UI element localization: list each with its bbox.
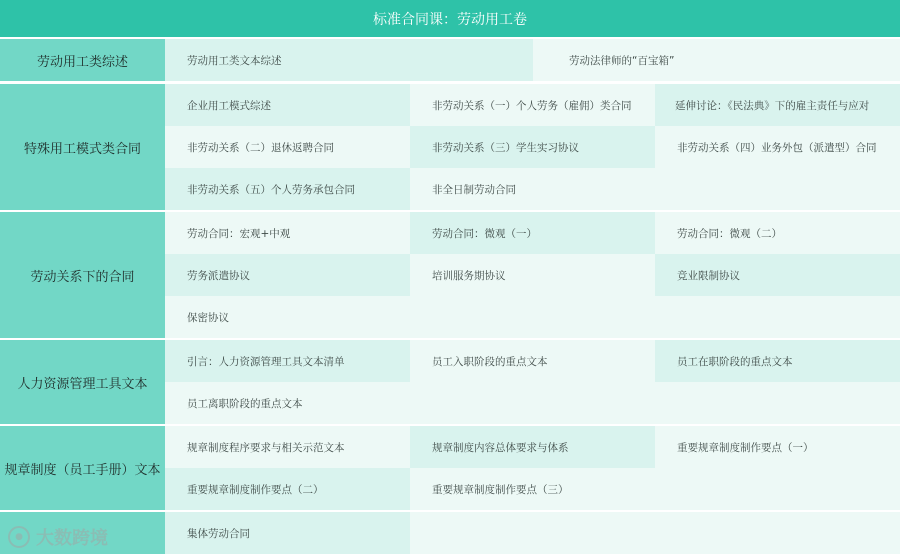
section-overview <box>0 39 900 81</box>
section-rules-handbook <box>0 426 900 510</box>
list-item[interactable]: 劳务派遣协议 <box>165 254 410 296</box>
list-item[interactable]: 重要规章制度制作要点（三） <box>410 468 655 510</box>
category-label: 规章制度（员工手册）文本 <box>0 426 165 510</box>
section-labor-contracts <box>0 212 900 338</box>
list-item[interactable]: 员工在职阶段的重点文本 <box>655 340 900 382</box>
list-item[interactable]: 保密协议 <box>165 296 410 338</box>
list-item[interactable]: 重要规章制度制作要点（二） <box>165 468 410 510</box>
list-item[interactable]: 规章制度程序要求与相关示范文本 <box>165 426 410 468</box>
empty-cell <box>655 468 900 510</box>
category-label: 劳动用工类综述 <box>0 39 165 81</box>
empty-cell <box>410 382 900 424</box>
list-item[interactable]: 企业用工模式综述 <box>165 84 410 126</box>
empty-cell <box>410 296 900 338</box>
category-label: 特殊用工模式类合同 <box>0 84 165 210</box>
list-item[interactable]: 培训服务期协议 <box>410 254 655 296</box>
section-special-employment <box>0 84 900 210</box>
list-item[interactable]: 劳动合同：宏观+中观 <box>165 212 410 254</box>
list-item[interactable]: 延伸讨论：《民法典》下的雇主责任与应对 <box>655 84 900 126</box>
list-item[interactable]: 集体劳动合同 <box>165 512 410 554</box>
empty-cell <box>655 168 900 210</box>
list-item[interactable]: 劳动用工类文本综述 <box>165 39 533 81</box>
watermark-text: 大数跨境 <box>36 528 108 549</box>
list-item[interactable]: 员工离职阶段的重点文本 <box>165 382 410 424</box>
empty-cell <box>410 512 900 554</box>
watermark <box>8 524 108 550</box>
section-hr-tools <box>0 340 900 424</box>
list-item[interactable]: 劳动法律师的“百宝箱” <box>533 39 900 81</box>
list-item[interactable]: 非劳动关系（四）业务外包（派遣型）合同 <box>655 126 900 168</box>
list-item[interactable]: 非劳动关系（五）个人劳务承包合同 <box>165 168 410 210</box>
list-item[interactable]: 引言：人力资源管理工具文本清单 <box>165 340 410 382</box>
watermark-logo-icon: ● <box>8 526 30 548</box>
list-item[interactable]: 非全日制劳动合同 <box>410 168 655 210</box>
page-title: 标准合同课：劳动用工卷 <box>0 0 900 37</box>
list-item[interactable]: 劳动合同：微观（一） <box>410 212 655 254</box>
section-collective <box>0 512 900 554</box>
list-item[interactable]: 规章制度内容总体要求与体系 <box>410 426 655 468</box>
list-item[interactable]: 非劳动关系（二）退休返聘合同 <box>165 126 410 168</box>
list-item[interactable]: 重要规章制度制作要点（一） <box>655 426 900 468</box>
list-item[interactable]: 竞业限制协议 <box>655 254 900 296</box>
list-item[interactable]: 非劳动关系（三）学生实习协议 <box>410 126 655 168</box>
category-label: 人力资源管理工具文本 <box>0 340 165 424</box>
list-item[interactable]: 劳动合同：微观（二） <box>655 212 900 254</box>
category-label: 劳动关系下的合同 <box>0 212 165 338</box>
list-item[interactable]: 非劳动关系（一）个人劳务（雇佣）类合同 <box>410 84 655 126</box>
list-item[interactable]: 员工入职阶段的重点文本 <box>410 340 655 382</box>
